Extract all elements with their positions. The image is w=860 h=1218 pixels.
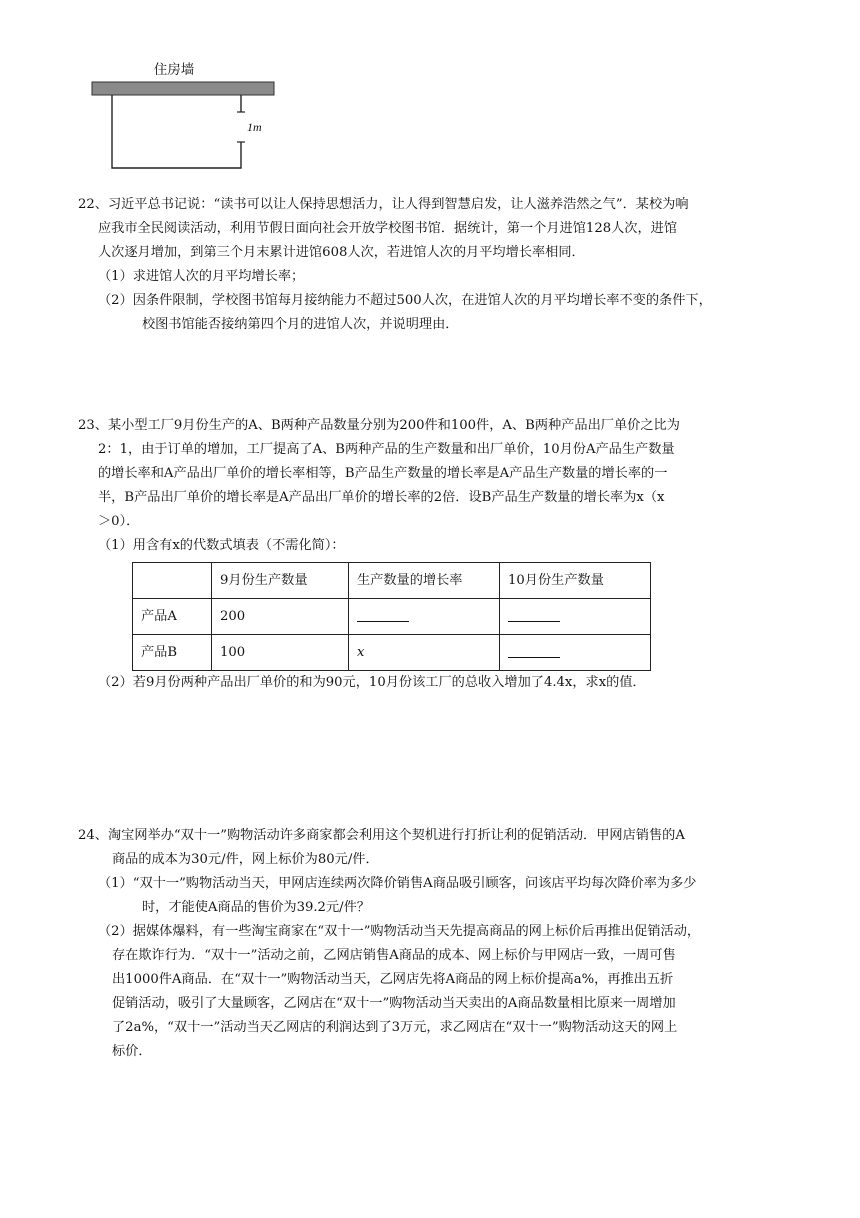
q22-part-2-cont: 校图书馆能否接纳第四个月的进馆人次，并说明理由． — [142, 317, 459, 332]
table-header-oct-qty: 10月份生产数量 — [500, 563, 651, 599]
wall — [92, 82, 274, 95]
fill-in-table — [132, 562, 651, 671]
row-a-oct-blank[interactable] — [508, 607, 560, 622]
row-b-sept-qty: 100 — [212, 635, 349, 671]
q23-line-2: 2：1，由于订单的增加，工厂提高了A、B两种产品的生产数量和出厂单价，10月份A产品生产数量 — [98, 442, 675, 457]
q24-part-1: （1）“双十一”购物活动当天，甲网店连续两次降价销售A商品吸引顾客，问该店平均每次降价率为多少 — [98, 876, 697, 891]
row-a-rate-blank[interactable] — [357, 607, 409, 622]
row-b-oct-blank[interactable] — [508, 643, 560, 658]
q22-line-3: 人次逐月增加，到第三个月末累计进馆608人次，若进馆人次的月平均增长率相同． — [98, 245, 585, 260]
row-b-rate: x — [349, 635, 500, 671]
row-b-label: 产品B — [133, 635, 212, 671]
fence-diagram — [86, 58, 286, 176]
q24-part-1-cont: 时，才能使A商品的售价为39.2元/件？ — [142, 900, 370, 915]
row-a-label: 产品A — [133, 599, 212, 635]
q22-part-2: （2）因条件限制，学校图书馆每月接纳能力不超过500人次，在进馆人次的月平均增长率不变的条件下， — [98, 293, 712, 308]
q23-line-1: 23、某小型工厂9月份生产的A、B两种产品数量分别为200件和100件，A、B两种产品出厂单价之比为 — [78, 418, 680, 433]
q23-part-2: （2）若9月份两种产品出厂单价的和为90元，10月份该工厂的总收入增加了4.4x，求x的值． — [98, 675, 646, 690]
table-row-product-b — [133, 635, 651, 671]
question-22 — [78, 193, 798, 337]
q23-line-5: ＞0）． — [98, 514, 140, 529]
question-23-part-2 — [78, 671, 798, 695]
table-row-product-a — [133, 599, 651, 635]
q24-part-2: （2）据媒体爆料，有一些淘宝商家在“双十一”购物活动当天先提高商品的网上标价后再推出促销活动， — [98, 924, 701, 939]
row-a-sept-qty: 200 — [212, 599, 349, 635]
question-23 — [78, 414, 798, 558]
row-b-oct-cell[interactable] — [500, 635, 651, 671]
table-header-growth-rate: 生产数量的增长率 — [349, 563, 500, 599]
table-header-blank — [133, 563, 212, 599]
q24-part-2-line-3: 出1000件A商品．在“双十一”购物活动当天，乙网店先将A商品的网上标价提高a%，再推出五折 — [112, 972, 674, 987]
q23-line-3: 的增长率和A产品出厂单价的增长率相等，B产品生产数量的增长率是A产品生产数量的增长率的一 — [98, 466, 668, 481]
q23-line-4: 半，B产品出厂单价的增长率是A产品出厂单价的增长率的2倍．设B产品生产数量的增长率为x（x — [98, 490, 665, 505]
q24-part-2-line-5: 了2a%，“双十一”活动当天乙网店的利润达到了3万元，求乙网店在“双十一”购物活动这天的网上 — [112, 1020, 678, 1035]
fence-outline — [112, 95, 241, 168]
table-header-sept-qty: 9月份生产数量 — [212, 563, 349, 599]
q24-part-2-line-6: 标价． — [112, 1044, 152, 1059]
q24-line-2: 商品的成本为30元/件，网上标价为80元/件． — [112, 852, 379, 867]
row-a-oct-cell[interactable] — [500, 599, 651, 635]
q23-part-1: （1）用含有x的代数式填表（不需化简）： — [98, 538, 345, 553]
q24-line-1: 24、淘宝网举办“双十一”购物活动许多商家都会利用这个契机进行打折让利的促销活动．甲网店销售的A — [78, 828, 685, 843]
table-header-row — [133, 563, 651, 599]
gate-dimension: 1m — [247, 120, 262, 134]
q24-part-2-line-4: 促销活动，吸引了大量顾客，乙网店在“双十一”购物活动当天卖出的A商品数量相比原来一周增加 — [112, 996, 676, 1011]
q24-part-2-line-2: 存在欺诈行为．“双十一”活动之前，乙网店销售A商品的成本、网上标价与甲网店一致，一周可售 — [112, 948, 676, 963]
row-a-rate-cell[interactable] — [349, 599, 500, 635]
q22-line-1: 22、习近平总书记说：“读书可以让人保持思想活力，让人得到智慧启发，让人滋养浩然之气”．某校为响 — [78, 197, 689, 212]
question-24 — [78, 824, 798, 1064]
q22-part-1: （1）求进馆人次的月平均增长率； — [98, 269, 305, 284]
wall-label: 住房墙 — [153, 62, 195, 77]
q22-line-2: 应我市全民阅读活动，利用节假日面向社会开放学校图书馆．据统计，第一个月进馆128人次，进馆 — [98, 221, 678, 236]
